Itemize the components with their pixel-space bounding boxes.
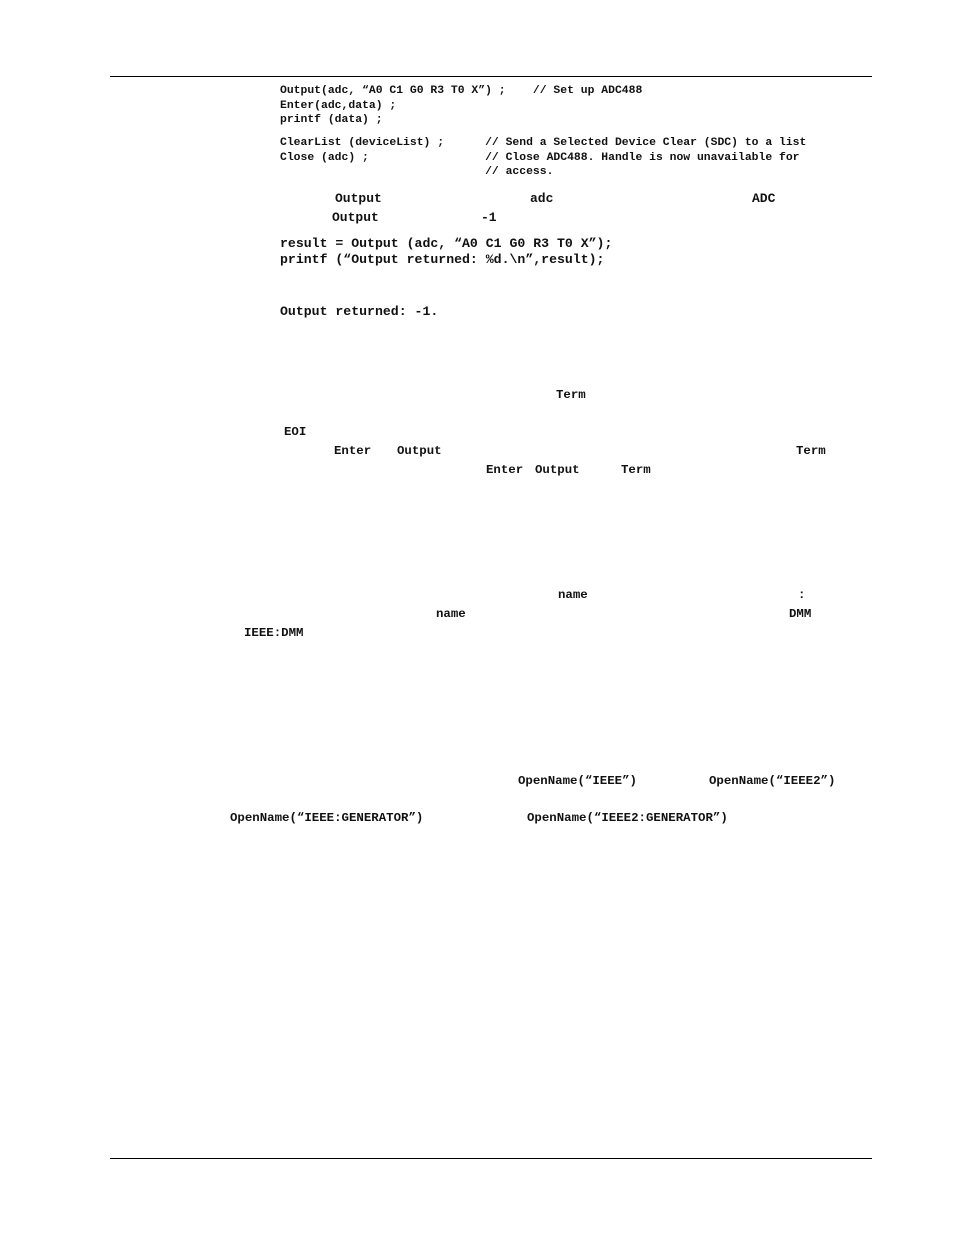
code-line: printf (“Output returned: %d.\n”,result);: [280, 251, 605, 267]
inline-code-output: Output: [332, 210, 379, 225]
code-line: Output returned: -1.: [280, 304, 439, 319]
inline-code-enter: Enter: [334, 444, 372, 458]
inline-code-name: name: [558, 588, 588, 602]
inline-code-openname-ieee: OpenName(“IEEE”): [518, 774, 637, 788]
code-line: ClearList (deviceList) ; // Send a Selected Device Clear (SDC) to a list: [280, 137, 807, 149]
code-line: Enter(adc,data) ;: [280, 99, 397, 112]
inline-code-enter: Enter: [486, 463, 524, 477]
inline-code-dmm: DMM: [789, 607, 812, 621]
code-block-result: [280, 236, 612, 267]
inline-code-eoi: EOI: [284, 425, 307, 439]
inline-code-adc: adc: [530, 191, 554, 206]
footer-rule: [110, 1158, 872, 1159]
code-output-line: [280, 304, 438, 320]
inline-code-term: Term: [796, 444, 826, 458]
inline-code-output: Output: [335, 191, 382, 206]
inline-code-openname-ieee2-generator: OpenName(“IEEE2:GENERATOR”): [527, 811, 728, 825]
inline-code-openname-ieee2: OpenName(“IEEE2”): [709, 774, 836, 788]
code-line: Close (adc) ; // Close ADC488. Handle is now unavailable for: [280, 151, 800, 164]
inline-code-term: Term: [621, 463, 651, 477]
inline-code-minus-one: -1: [481, 210, 497, 225]
inline-code-name: name: [436, 607, 466, 621]
inline-code-openname-ieee-generator: OpenName(“IEEE:GENERATOR”): [230, 811, 424, 825]
inline-code-ieee-dmm: IEEE:DMM: [244, 626, 304, 640]
code-line: Output(adc, “A0 C1 G0 R3 T0 X”) ; // Set up ADC488: [280, 85, 643, 97]
inline-code-output: Output: [397, 444, 442, 458]
inline-code-adc-upper: ADC: [752, 191, 776, 206]
code-line: // access.: [280, 166, 554, 179]
inline-code-colon: :: [798, 588, 806, 602]
inline-code-term: Term: [556, 388, 586, 402]
inline-code-output: Output: [535, 463, 580, 477]
code-block-setup: [280, 84, 642, 128]
code-line: result = Output (adc, “A0 C1 G0 R3 T0 X”);: [280, 236, 613, 251]
code-block-clear-close: [280, 136, 806, 180]
code-line: printf (data) ;: [280, 114, 383, 127]
header-rule: [110, 76, 872, 77]
